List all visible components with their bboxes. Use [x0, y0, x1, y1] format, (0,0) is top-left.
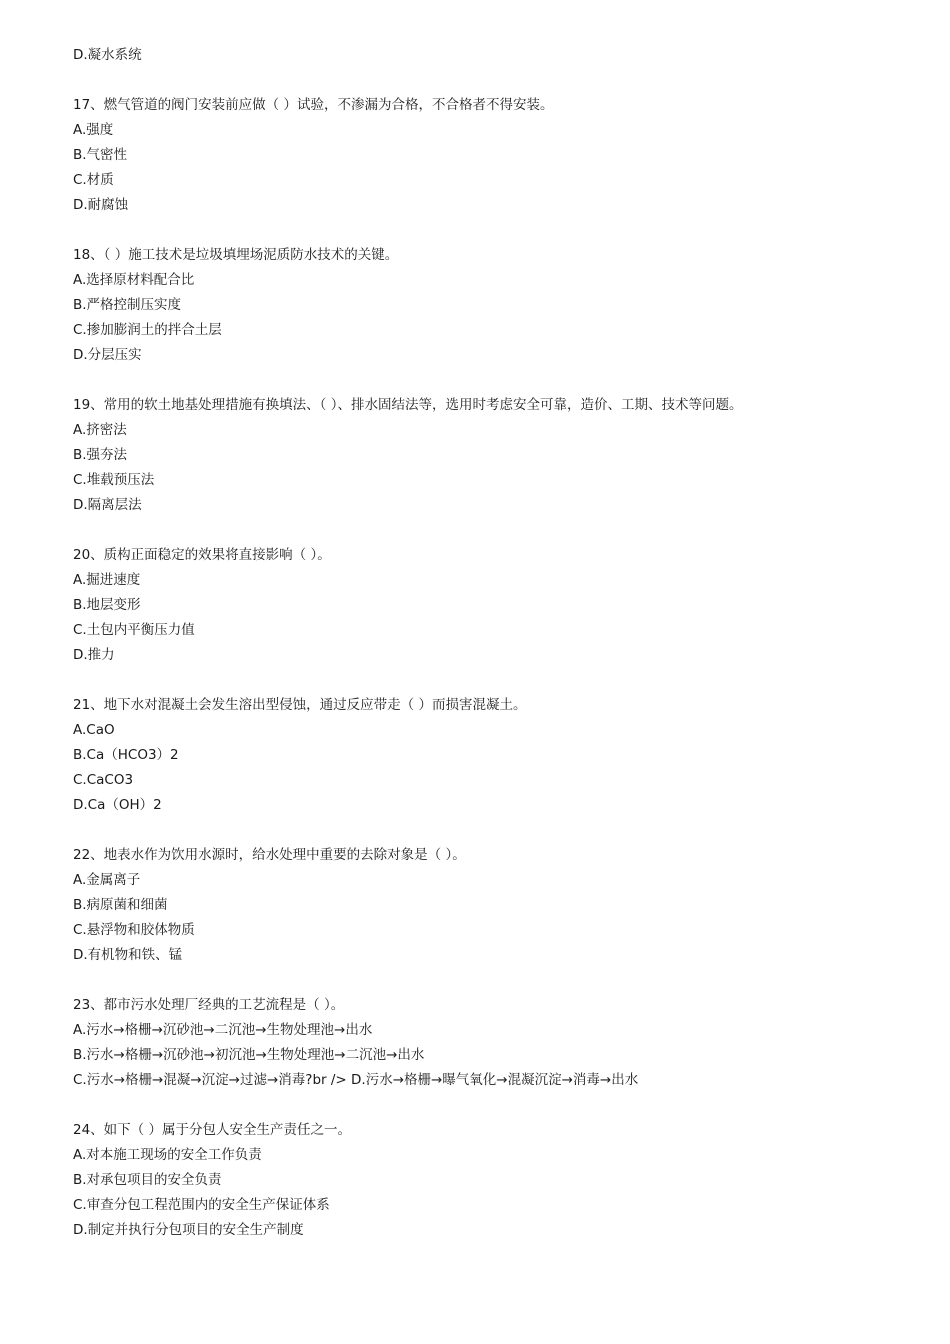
answer-option: C.CaCO3 [73, 772, 134, 788]
answer-option: D.耐腐蚀 [73, 197, 129, 213]
question-stem: 21、地下水对混凝土会发生溶出型侵蚀，通过反应带走（ ）而损害混凝土。 [73, 697, 527, 713]
answer-option: D.分层压实 [73, 347, 142, 363]
answer-option: C.审查分包工程范围内的安全生产保证体系 [73, 1197, 330, 1213]
question-list [73, 93, 893, 1243]
answer-option: C.掺加膨润土的拌合土层 [73, 322, 222, 338]
answer-option: C.材质 [73, 172, 114, 188]
answer-option: C.堆载预压法 [73, 472, 155, 488]
answer-option: A.CaO [73, 722, 115, 738]
answer-option: B.地层变形 [73, 597, 141, 613]
answer-option: D.有机物和铁、锰 [73, 947, 183, 963]
answer-option: A.金属离子 [73, 872, 141, 888]
answer-option: A.污水→格栅→沉砂池→二沉池→生物处理池→出水 [73, 1022, 373, 1038]
answer-option: B.严格控制压实度 [73, 297, 182, 313]
question-stem: 19、常用的软土地基处理措施有换填法、（ ）、排水固结法等，选用时考虑安全可靠，造价、工期、技术等问题。 [73, 397, 743, 413]
answer-option: B.对承包项目的安全负责 [73, 1172, 222, 1188]
question-block [73, 393, 893, 518]
answer-option: B.病原菌和细菌 [73, 897, 168, 913]
answer-option: A.强度 [73, 122, 114, 138]
answer-option: B.Ca（HCO3）2 [73, 747, 179, 763]
question-block [73, 1118, 893, 1243]
leading-option: D.凝水系统 [73, 47, 142, 63]
question-stem: 17、燃气管道的阀门安装前应做（ ）试验，不渗漏为合格，不合格者不得安装。 [73, 97, 554, 113]
question-stem: 18、（ ）施工技术是垃圾填埋场泥质防水技术的关键。 [73, 247, 399, 263]
answer-option: C.土包内平衡压力值 [73, 622, 195, 638]
question-stem: 20、质构正面稳定的效果将直接影响（ ）。 [73, 547, 331, 563]
answer-option: A.掘进速度 [73, 572, 141, 588]
answer-option: D.隔离层法 [73, 497, 142, 513]
question-stem: 24、如下（ ）属于分包人安全生产责任之一。 [73, 1122, 351, 1138]
question-block [73, 243, 893, 368]
answer-option: D.推力 [73, 647, 115, 663]
question-block [73, 993, 893, 1093]
answer-option: B.污水→格栅→沉砂池→初沉池→生物处理池→二沉池→出水 [73, 1047, 425, 1063]
question-block [73, 693, 893, 818]
question-block [73, 543, 893, 668]
answer-option: C.悬浮物和胶体物质 [73, 922, 195, 938]
answer-option: D.Ca（OH）2 [73, 797, 162, 813]
answer-option: A.对本施工现场的安全工作负责 [73, 1147, 262, 1163]
answer-option: A.选择原材料配合比 [73, 272, 195, 288]
question-stem: 23、都市污水处理厂经典的工艺流程是（ ）。 [73, 997, 345, 1013]
question-stem: 22、地表水作为饮用水源时，给水处理中重要的去除对象是（ ）。 [73, 847, 466, 863]
answer-option: B.气密性 [73, 147, 128, 163]
answer-option: B.强夯法 [73, 447, 128, 463]
answer-option: D.制定并执行分包项目的安全生产制度 [73, 1222, 304, 1238]
document-page [73, 43, 893, 1243]
question-block [73, 843, 893, 968]
question-block [73, 93, 893, 218]
answer-option: C.污水→格栅→混凝→沉淀→过滤→消毒?br /> D.污水→格栅→曝气氧化→混凝沉淀→消毒→出水 [73, 1072, 639, 1088]
answer-option: A.挤密法 [73, 422, 127, 438]
